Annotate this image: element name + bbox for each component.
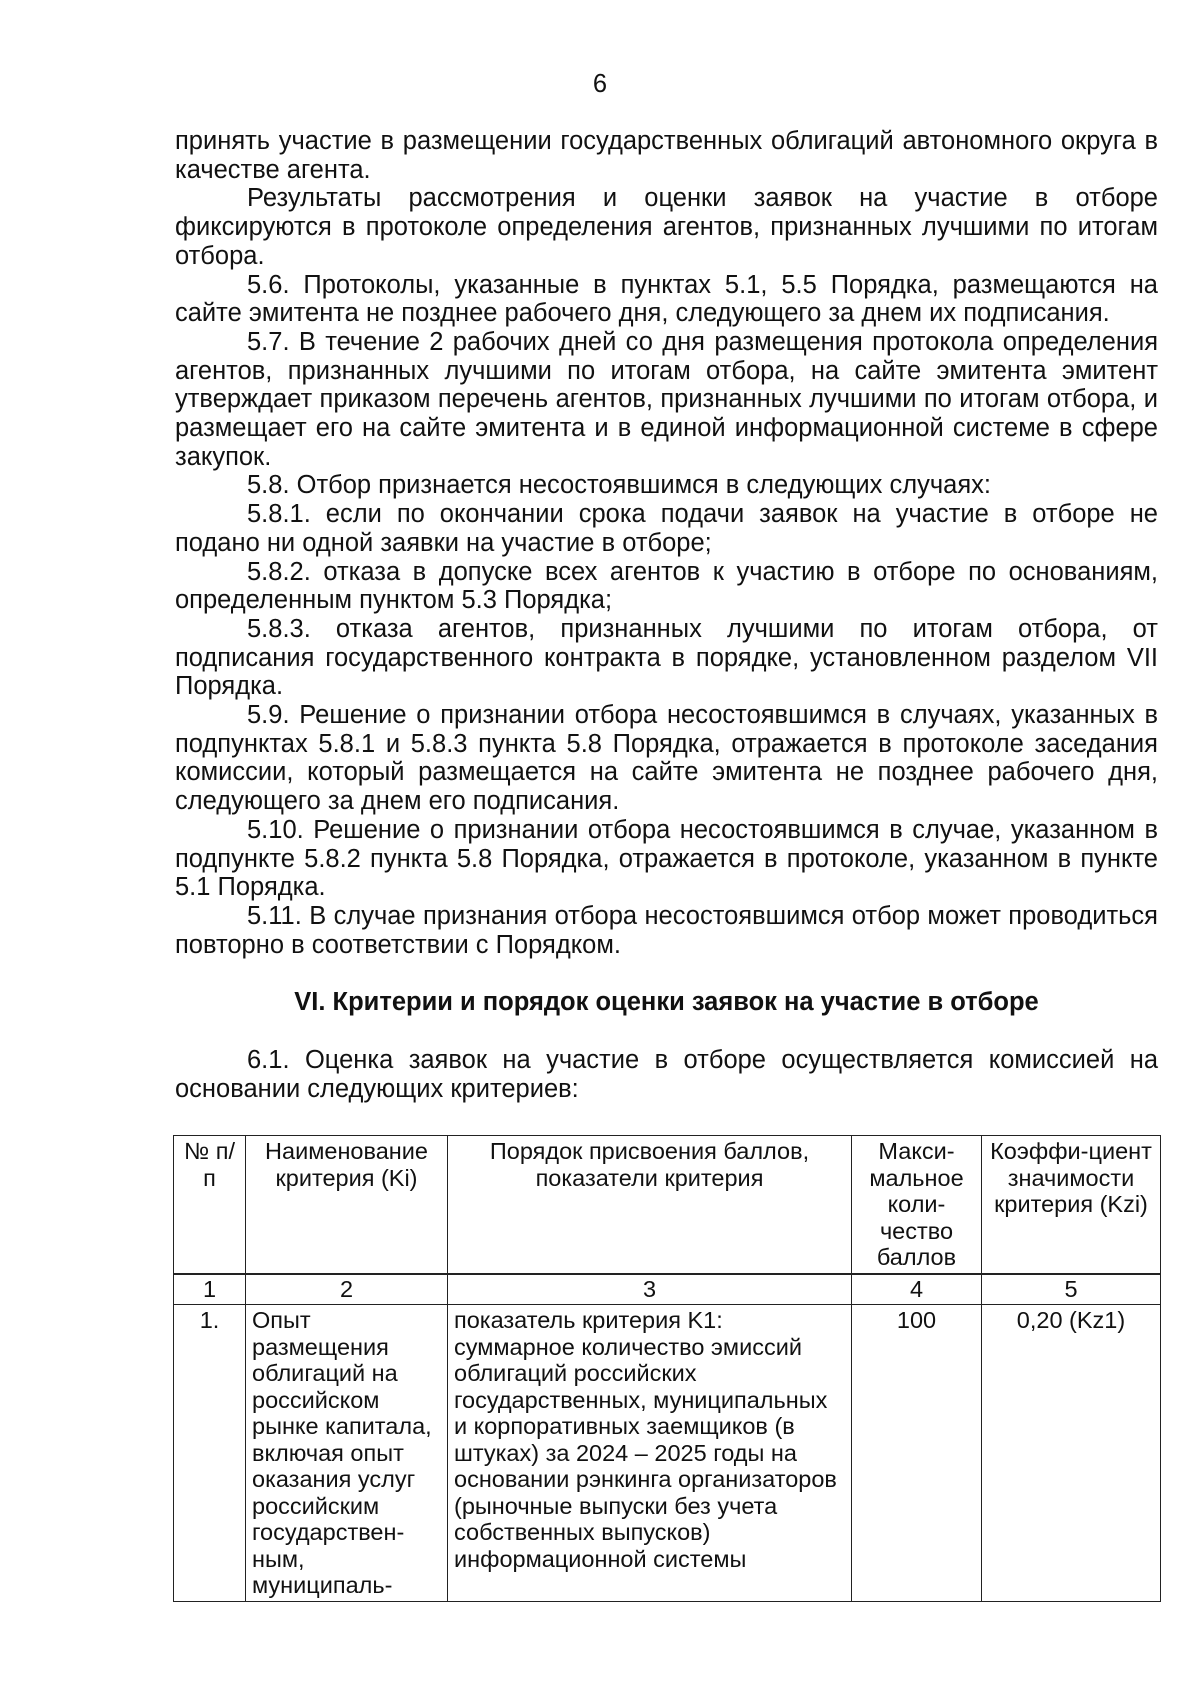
header-cell-max-points: Макси-мальное коли-чество баллов [852, 1136, 982, 1275]
criterion-description: показатель критерия K1: суммарное количество эмиссий облигаций российских государственных, муниципальных и корпоративных заемщиков (в штуках) за 2024 – 2025 годы на основании рэнкинга организаторов (рыночные выпуски без учета собственных выпусков) информационной системы [448, 1305, 852, 1602]
max-points: 100 [852, 1305, 982, 1602]
document-body [175, 127, 1158, 1104]
column-number: 1 [174, 1274, 246, 1305]
paragraph-5-10: 5.10. Решение о признании отбора несостоявшимся в случае, указанном в подпункте 5.8.2 пункта 5.8 Порядка, отражается в протоколе, указанном в пункте 5.1 Порядка. [175, 815, 1158, 902]
section-intro: 6.1. Оценка заявок на участие в отборе осуществляется комиссией на основании следующих критериев: [175, 1046, 1158, 1103]
criterion-name: Опыт размещения облигаций на российском рынке капитала, включая опыт оказания услуг российским государствен-ным, муниципаль- [246, 1305, 448, 1602]
coefficient: 0,20 (Kz1) [982, 1305, 1161, 1602]
row-number: 1. [174, 1305, 246, 1602]
paragraph-5-8: 5.8. Отбор признается несостоявшимся в следующих случаях: [247, 471, 991, 500]
table-column-number-row [174, 1274, 1161, 1305]
page-number: 6 [592, 70, 608, 98]
header-cell-scoring-procedure: Порядок присвоения баллов, показатели критерия [448, 1136, 852, 1275]
paragraph-5-6: 5.6. Протоколы, указанные в пунктах 5.1, 5.5 Порядка, размещаются на сайте эмитента не позднее рабочего дня, следующего за днем их подписания. [175, 270, 1158, 328]
column-number: 5 [982, 1274, 1161, 1305]
header-cell-number: № п/п [174, 1136, 246, 1275]
criteria-table-header [173, 1135, 1161, 1275]
paragraph-5-8-2: 5.8.2. отказа в допуске всех агентов к участию в отборе по основаниям, определенным пунктом 5.3 Порядка; [175, 557, 1158, 615]
column-number: 3 [448, 1274, 852, 1305]
paragraph: Результаты рассмотрения и оценки заявок на участие в отборе фиксируются в протоколе определения агентов, признанных лучшими по итогам отбора. [175, 184, 1158, 270]
table-header-row [174, 1136, 1161, 1275]
criteria-table [173, 1273, 1161, 1602]
paragraph-5-11: 5.11. В случае признания отбора несостоявшимся отбор может проводиться повторно в соответствии с Порядком. [175, 901, 1158, 959]
paragraph-5-9: 5.9. Решение о признании отбора несостоявшимся в случаях, указанных в подпунктах 5.8.1 и 5.8.3 пункта 5.8 Порядка, отражается в протоколе заседания комиссии, который размещается на сайте эмитента не позднее рабочего дня, следующего за днем его подписания. [175, 701, 1158, 816]
paragraph: принять участие в размещении государственных облигаций автономного округа в качестве агента. [175, 127, 1158, 184]
table-row [174, 1305, 1161, 1602]
column-number: 4 [852, 1274, 982, 1305]
paragraph-5-8-1: 5.8.1. если по окончании срока подачи заявок на участие в отборе не подано ни одной заявки на участие в отборе; [175, 500, 1158, 557]
paragraph-5-7: 5.7. В течение 2 рабочих дней со дня размещения протокола определения агентов, признанных лучшими по итогам отбора, на сайте эмитента эмитент утверждает приказом перечень агентов, признанных лучшими по итогам отбора, и размещает его на сайте эмитента и в единой информационной системе в сфере закупок. [175, 327, 1158, 471]
header-cell-coefficient: Коэффи-циент значимости критерия (Kzi) [982, 1136, 1161, 1275]
paragraph-5-8-3: 5.8.3. отказа агентов, признанных лучшими по итогам отбора, от подписания государственного контракта в порядке, установленном разделом VII Порядка. [175, 614, 1158, 701]
header-cell-criterion-name: Наименование критерия (Ki) [246, 1136, 448, 1275]
column-number: 2 [246, 1274, 448, 1305]
section-heading: VI. Критерии и порядок оценки заявок на участие в отборе [294, 988, 1039, 1017]
